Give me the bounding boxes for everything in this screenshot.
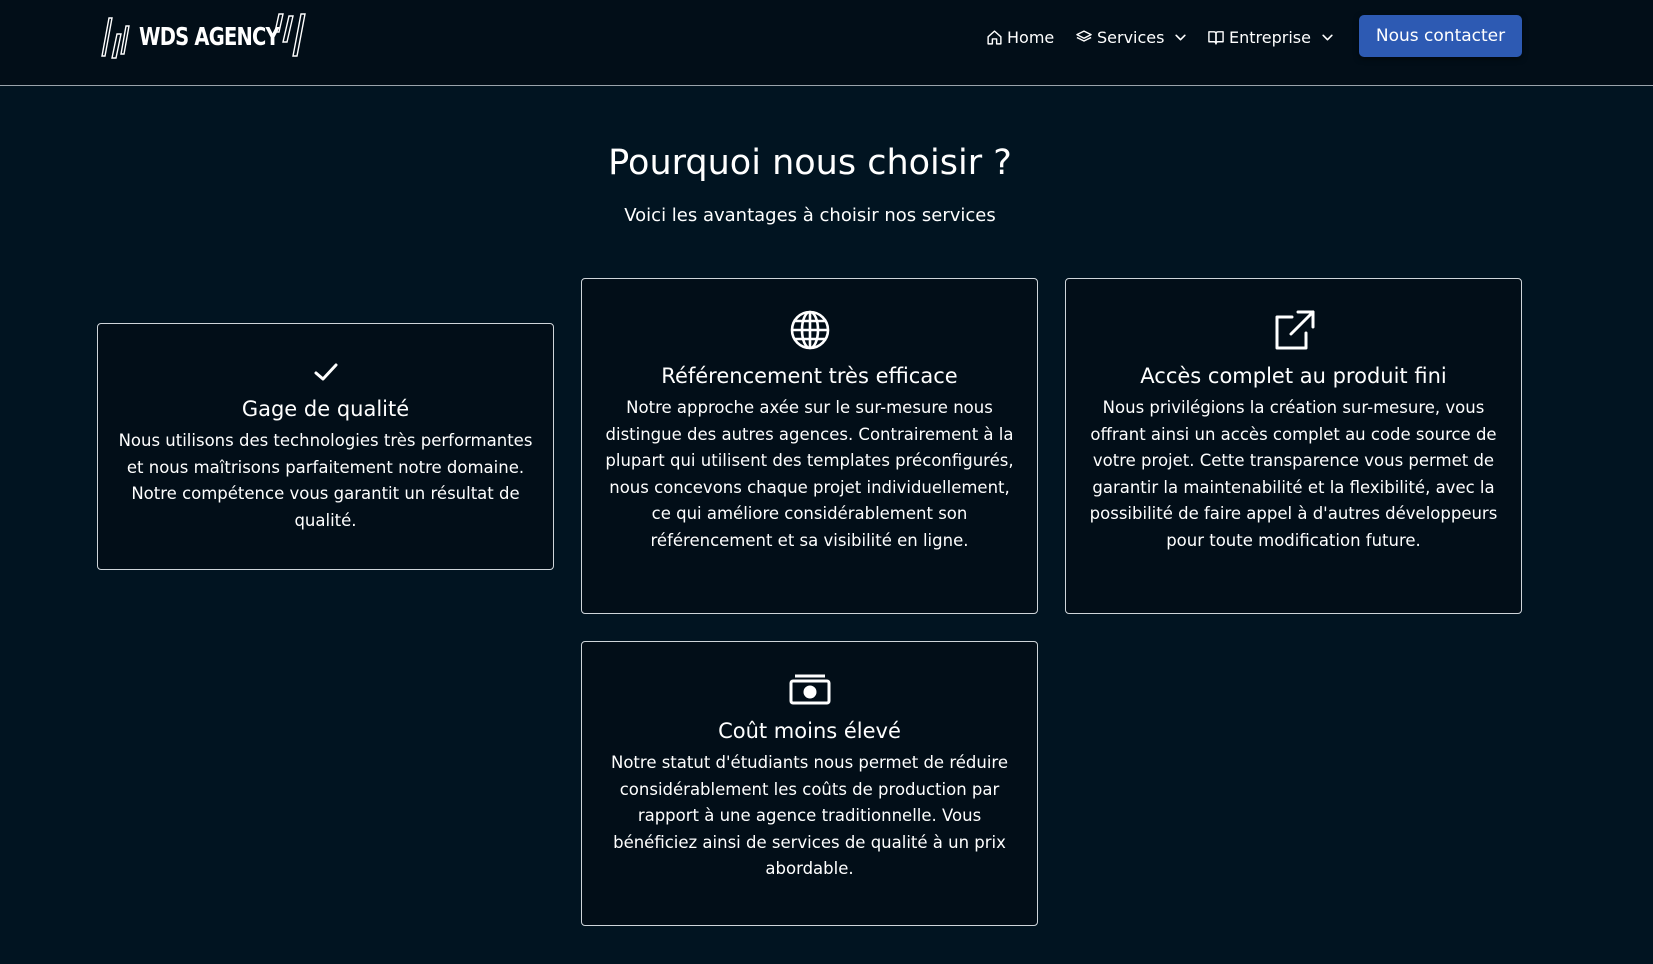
nav-services-label: Services — [1097, 27, 1165, 47]
external-link-icon — [1272, 309, 1316, 351]
contact-button[interactable]: Nous contacter — [1359, 15, 1522, 57]
section-subtitle: Voici les avantages à choisir nos services — [624, 205, 996, 226]
feature-card-access — [1065, 278, 1522, 614]
card-title: Référencement très efficace — [661, 364, 958, 388]
feature-card-seo — [581, 278, 1038, 614]
section-title: Pourquoi nous choisir ? — [608, 143, 1012, 183]
layers-icon — [1075, 29, 1093, 46]
nav-entreprise[interactable] — [1207, 22, 1334, 52]
nav-services[interactable] — [1075, 22, 1187, 52]
card-text: Notre approche axée sur le sur-mesure nous distingue des autres agences. Contrairement à la plupart qui utilisent des templates préconfigurés, nous concevons chaque projet individuellement, ce qui améliore considérablement son référencement et sa visibilité en ligne. — [605, 398, 1014, 550]
card-title: Accès complet au produit fini — [1140, 364, 1447, 388]
nav-entreprise-label: Entreprise — [1229, 27, 1311, 47]
card-title: Gage de qualité — [241, 397, 410, 421]
nav-home-label: Home — [1007, 27, 1055, 47]
home-icon — [986, 29, 1003, 46]
check-icon — [312, 360, 340, 384]
chevron-down-icon — [1321, 31, 1334, 44]
card-text: Notre statut d'étudiants nous permet de réduire considérablement les coûts de production par rapport à une agence traditionnelle. Vous bénéficiez ainsi de services de qualité à un prix abordable. — [610, 753, 1008, 878]
brand-name: WDS AGENCY — [139, 22, 279, 51]
banknote-icon — [789, 672, 831, 706]
nav-home[interactable] — [986, 22, 1054, 52]
card-text: Nous privilégions la création sur-mesure, vous offrant ainsi un accès complet au code source de votre projet. Cette transparence vous permet de garantir la maintenabilité et la flexibilité, avec la possibilité de faire appel à d'autres développeurs pour toute modification future. — [1089, 398, 1498, 550]
card-text: Nous utilisons des technologies très performantes et nous maîtrisons parfaitement notre domaine. Notre compétence vous garantit un résultat de qualité. — [118, 431, 533, 530]
chevron-down-icon — [1174, 31, 1187, 44]
brand-logo[interactable] — [97, 10, 317, 60]
site-header — [0, 0, 1653, 86]
feature-card-quality — [97, 323, 554, 570]
feature-card-cost — [581, 641, 1038, 926]
card-title: Coût moins élevé — [718, 719, 901, 743]
book-open-icon — [1207, 29, 1225, 46]
globe-icon — [789, 309, 831, 351]
